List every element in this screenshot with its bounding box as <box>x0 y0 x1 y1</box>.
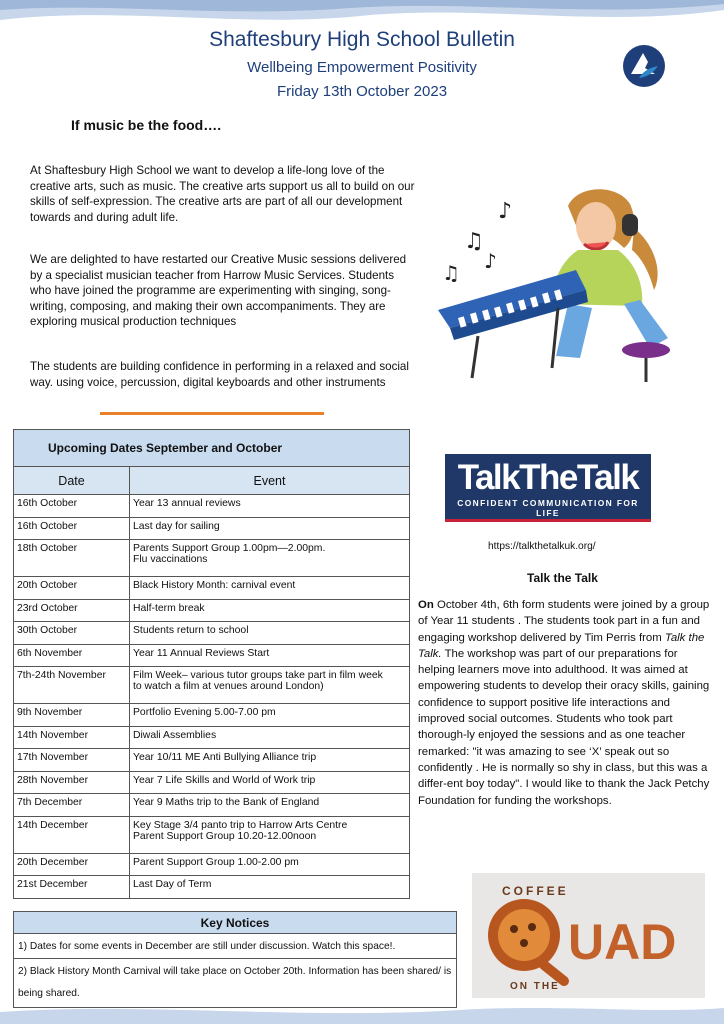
table-row <box>14 599 410 622</box>
article-paragraph: We are delighted to have restarted our Creative Music sessions delivered by a specialist musician teacher from Harrow Music Services. Students who have joined the programme are experimenting with singing, song-writing, composing, and making their own accompaniments. They are exploring musical production techniques <box>30 253 407 329</box>
event-line: Parents Support Group 1.00pm—2.00pm. <box>133 543 326 554</box>
date-cell: 7th December <box>14 794 130 817</box>
date-cell: 14th December <box>14 816 130 853</box>
event-cell: Last Day of Term <box>130 876 410 899</box>
music-student-illustration <box>428 178 710 386</box>
school-logo-icon <box>622 44 666 88</box>
article-heading: If music be the food…. <box>71 117 222 133</box>
date-cell: 28th November <box>14 771 130 794</box>
notices-heading: Key Notices <box>14 912 457 934</box>
event-cell: Year 13 annual reviews <box>130 495 410 518</box>
bulletin-date: Friday 13th October 2023 <box>276 83 448 100</box>
date-cell: 21st December <box>14 876 130 899</box>
date-cell: 16th October <box>14 517 130 540</box>
event-cell: Last day for sailing <box>130 517 410 540</box>
date-cell: 6th November <box>14 644 130 667</box>
quad-logo-graphic <box>472 873 705 998</box>
notice-item: 2) Black History Month Carnival will take place on October 20th. Information has been shared/ is being shared. <box>14 959 457 1008</box>
quad-main-text: UAD <box>568 914 677 970</box>
quad-top-text: COFFEE <box>502 884 569 898</box>
talk-url-link[interactable]: https://talkthetalkuk.org/ <box>488 541 596 552</box>
svg-text:♪: ♪ <box>498 199 513 224</box>
event-cell: Year 10/11 ME Anti Bullying Alliance trip <box>130 749 410 772</box>
event-cell: Portfolio Evening 5.00-7.00 pm <box>130 704 410 727</box>
svg-text:♫: ♫ <box>464 229 484 254</box>
table-row <box>14 726 410 749</box>
table-row <box>14 667 410 704</box>
date-cell: 20th October <box>14 577 130 600</box>
table-row <box>14 794 410 817</box>
svg-text:♫: ♫ <box>442 261 460 285</box>
event-line: Film Week– various tutor groups take part in film week <box>133 670 383 681</box>
event-cell: Year 9 Maths trip to the Bank of England <box>130 794 410 817</box>
table-row <box>14 622 410 645</box>
table-caption: Upcoming Dates September and October <box>14 430 410 467</box>
coffee-on-the-quad-logo <box>472 873 705 998</box>
lead-word: On <box>418 599 434 611</box>
article-paragraph: At Shaftesbury High School we want to develop a life-long love of the creative arts, such as music. The creative arts support us all to build on our skills of self-expression. The creative arts are part of all our development towards and during adult life. <box>30 164 415 224</box>
talk-article-text <box>418 597 710 809</box>
key-notices-table <box>13 911 457 1008</box>
talk-heading: Talk the Talk <box>527 571 598 585</box>
talk-text-italic: Talk the Talk. <box>418 631 705 660</box>
date-cell: 18th October <box>14 540 130 577</box>
event-cell: Students return to school <box>130 622 410 645</box>
event-cell <box>130 540 410 577</box>
talk-the-talk-logo <box>445 454 651 522</box>
table-row <box>14 704 410 727</box>
event-cell: Diwali Assemblies <box>130 726 410 749</box>
bulletin-subtitle: Wellbeing Empowerment Positivity <box>247 59 477 76</box>
date-cell: 23rd October <box>14 599 130 622</box>
table-row <box>14 644 410 667</box>
svg-text:♪: ♪ <box>484 249 497 273</box>
event-cell: Year 11 Annual Reviews Start <box>130 644 410 667</box>
logo-main-text: TalkTheTalk <box>457 458 639 497</box>
table-row <box>14 577 410 600</box>
date-cell: 16th October <box>14 495 130 518</box>
event-line: Key Stage 3/4 panto trip to Harrow Arts Centre <box>133 819 348 831</box>
event-cell: Year 7 Life Skills and World of Work trip <box>130 771 410 794</box>
bulletin-title: Shaftesbury High School Bulletin <box>209 28 515 51</box>
event-cell: Black History Month: carnival event <box>130 577 410 600</box>
table-row <box>14 876 410 899</box>
divider <box>100 412 324 415</box>
table-row <box>14 771 410 794</box>
event-cell <box>130 667 410 704</box>
upcoming-dates-table <box>13 429 410 899</box>
quad-bottom-text: ON THE <box>510 981 560 992</box>
event-cell: Half-term break <box>130 599 410 622</box>
date-cell: 17th November <box>14 749 130 772</box>
event-cell: Parent Support Group 1.00-2.00 pm <box>130 853 410 876</box>
table-row <box>14 540 410 577</box>
notice-item: 1) Dates for some events in December are still under discussion. Watch this space!. <box>14 934 457 959</box>
table-row <box>14 816 410 853</box>
table-row <box>14 749 410 772</box>
table-row <box>14 495 410 518</box>
logo-tagline: CONFIDENT COMMUNICATION FOR LIFE <box>457 498 639 518</box>
talk-text-part: October 4th, 6th form students were joined by a group of Year 11 students . The students took part in a fun and engaging workshop delivered by Tim Perris from <box>418 599 710 644</box>
article-paragraph: The students are building confidence in performing in a relaxed and social way. using voice, percussion, digital keyboards and other instruments <box>30 360 409 389</box>
column-header-event: Event <box>130 467 410 495</box>
table-row <box>14 853 410 876</box>
date-cell: 14th November <box>14 726 130 749</box>
date-cell: 9th November <box>14 704 130 727</box>
date-cell: 20th December <box>14 853 130 876</box>
event-line: Parent Support Group 10.20-12.00noon <box>133 830 317 842</box>
table-row <box>14 517 410 540</box>
date-cell: 30th October <box>14 622 130 645</box>
talk-text-part: The workshop was part of our preparations for helping learners move into adulthood. It was aimed at empowering students to develop their oracy skills, gaining confidence to support positive life interactions and improved social outcomes. Students who took part thorough-ly enjoyed the sessions and as one teacher remarked: "it was amazing to see ‘X’ speak out so confidently . He is normally so shy in class, but this was a differ-ent boy today". I would like to thank the Jack Petchy Foundation for funding the workshops. <box>418 647 710 807</box>
date-cell: 7th-24th November <box>14 667 130 704</box>
event-cell <box>130 816 410 853</box>
column-header-date: Date <box>14 467 130 495</box>
logo-underline <box>445 519 651 522</box>
event-line: Flu vaccinations <box>133 554 208 565</box>
event-line: to watch a film at venues around London) <box>133 681 324 692</box>
